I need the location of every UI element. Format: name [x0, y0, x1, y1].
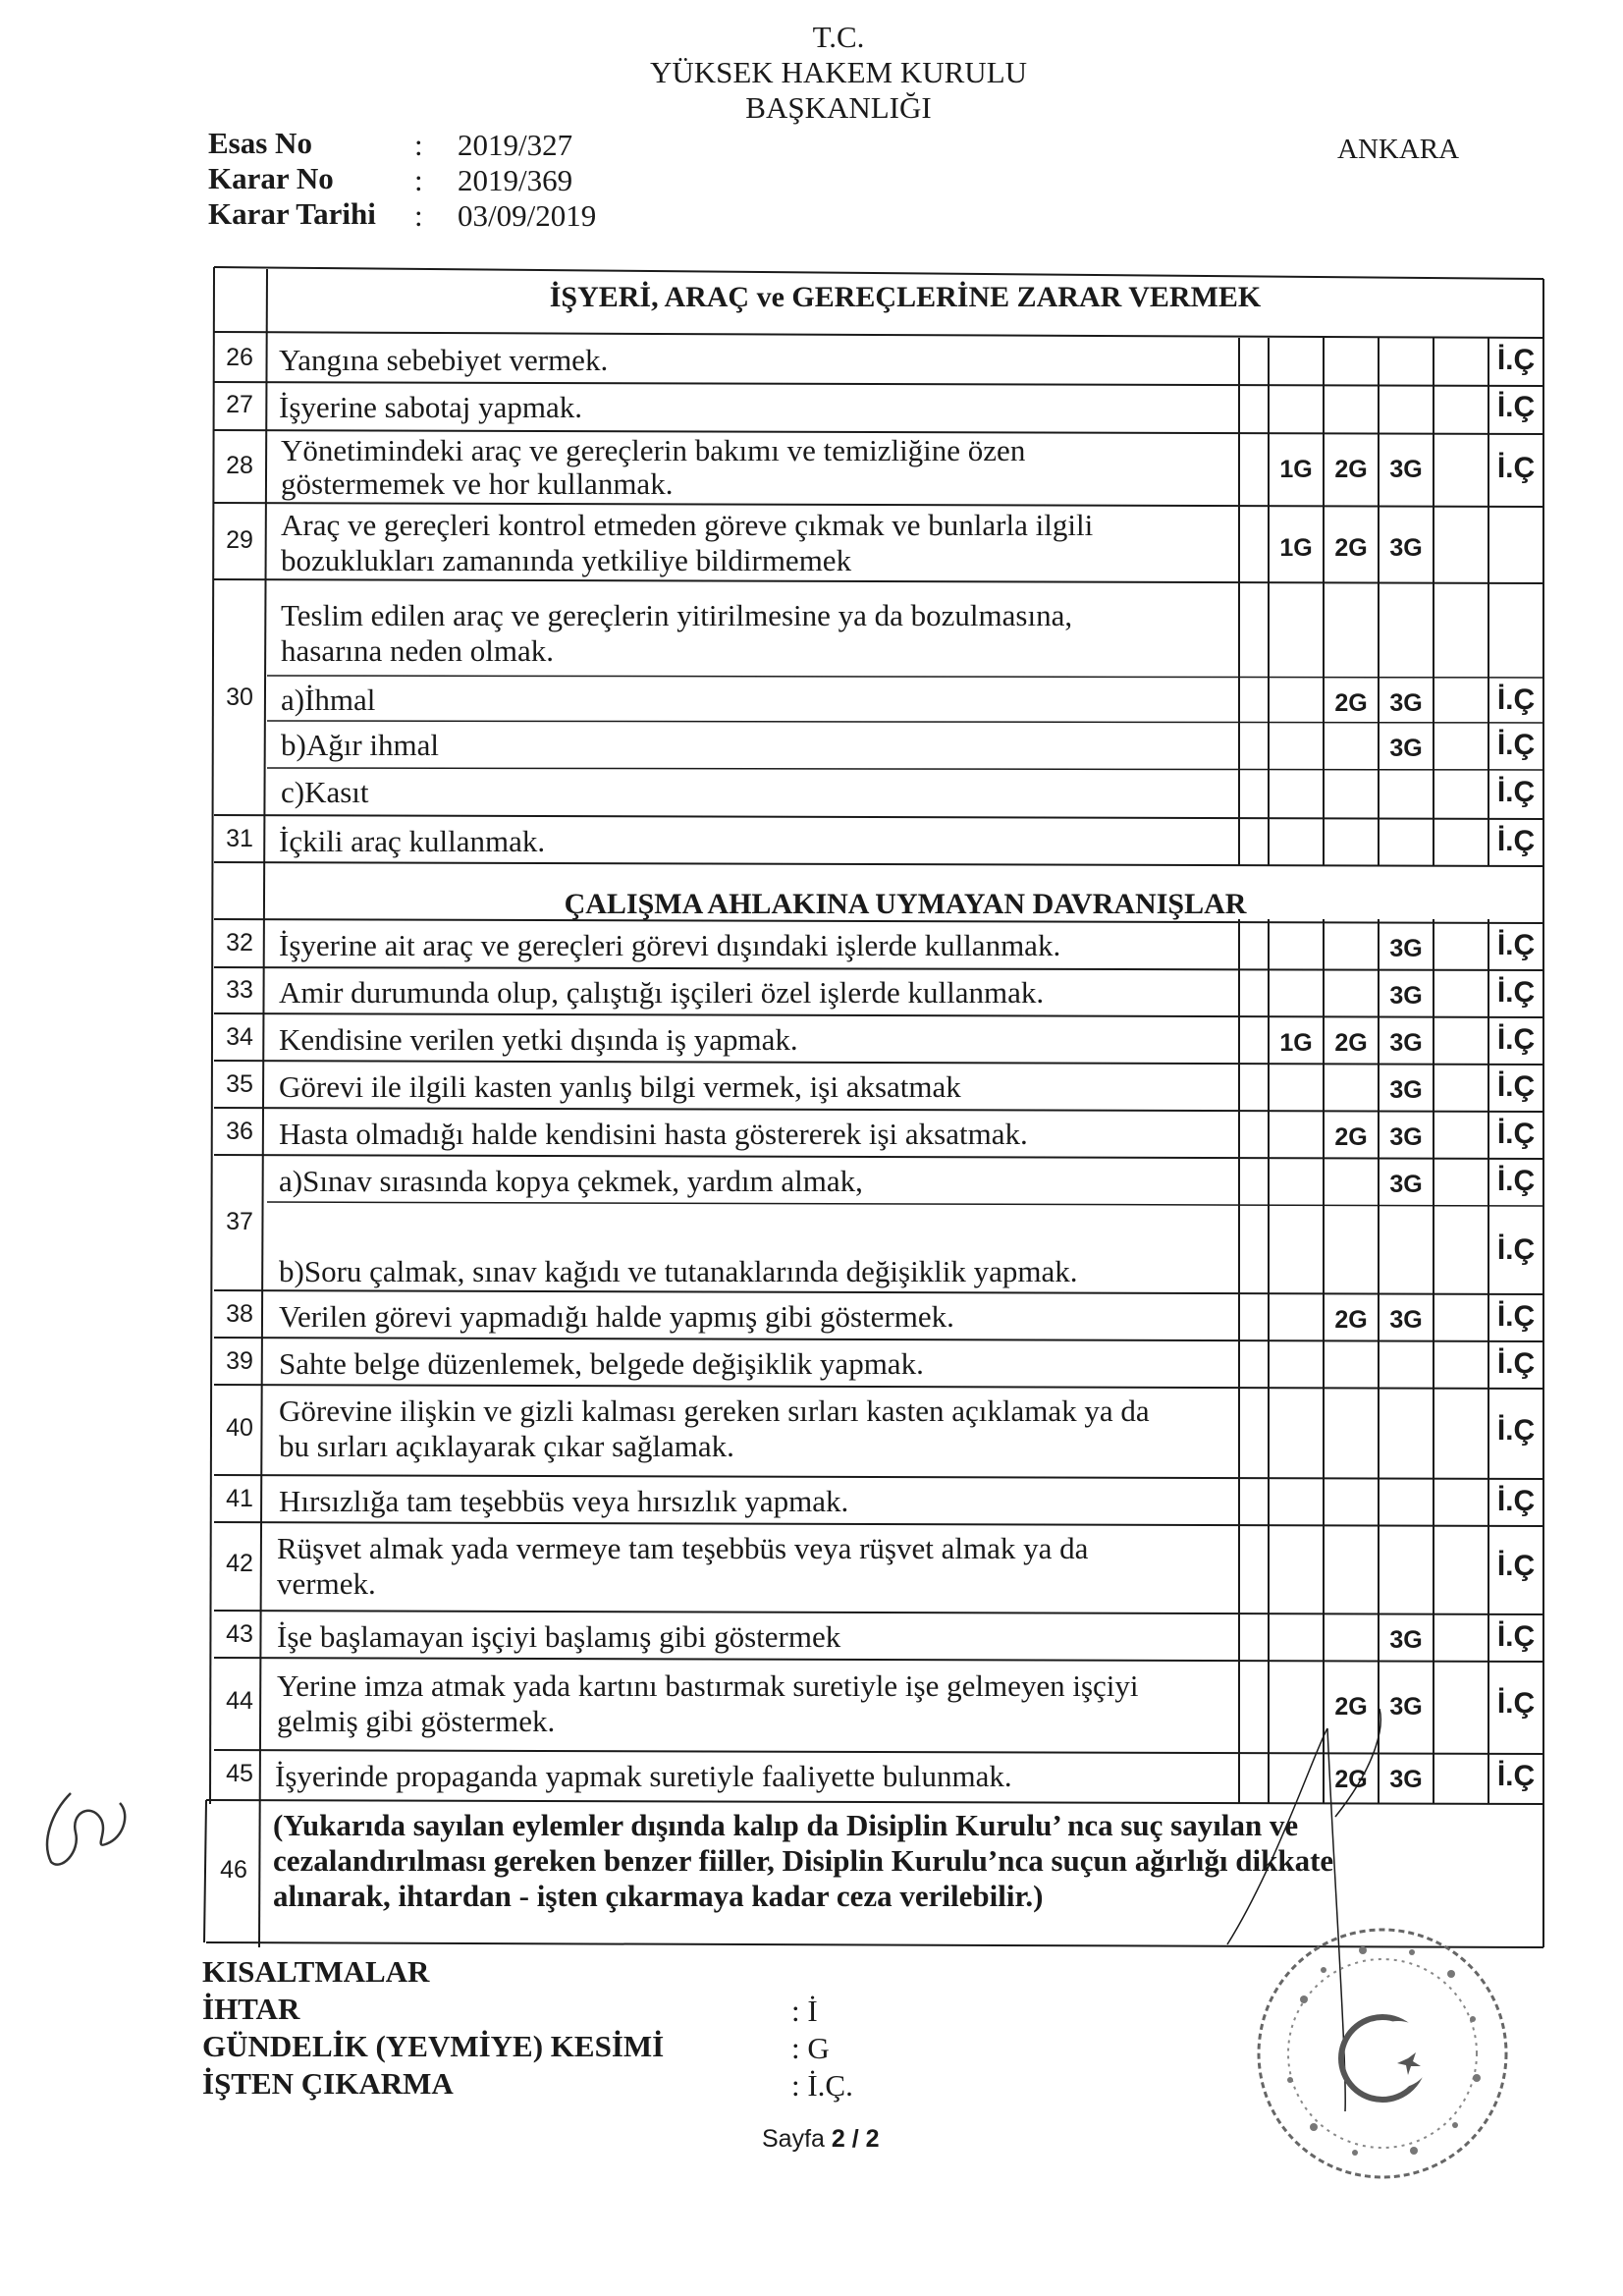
- header-tc: T.C.: [812, 20, 865, 54]
- row-text: İşyerinde propaganda yapmak suretiyle faaliyette bulunmak.: [275, 1759, 1012, 1793]
- row-text-line2: hasarına neden olmak.: [281, 633, 555, 668]
- row-text-line1: Teslim edilen araç ve gereçlerin yitirilmesine ya da bozulmasına,: [281, 598, 1073, 632]
- row-number: 45: [226, 1760, 253, 1787]
- row-number: 43: [226, 1620, 253, 1648]
- row-number: 28: [226, 452, 253, 479]
- row-text-line2: cezalandırılması gereken benzer fiiller, Disiplin Kurulu’nca suçun ağırlığı dikkate: [273, 1843, 1334, 1878]
- penalty-dismissal: İ.Ç: [1496, 776, 1536, 808]
- penalty-dismissal: İ.Ç: [1496, 729, 1536, 761]
- abbrev-value: : İ: [791, 1994, 818, 2028]
- penalty-2g: 2G: [1334, 1029, 1368, 1057]
- row-text-line2: gelmiş gibi göstermek.: [277, 1704, 556, 1738]
- row-text-line2: bu sırları açıklayarak çıkar sağlamak.: [279, 1429, 734, 1463]
- penalty-3g: 3G: [1389, 456, 1423, 483]
- row-number: 40: [226, 1414, 253, 1442]
- penalty-2g: 2G: [1334, 1123, 1368, 1151]
- penalty-dismissal: İ.Ç: [1496, 1118, 1536, 1150]
- penalty-dismissal: İ.Ç: [1496, 1760, 1536, 1792]
- header-presidency: BAŞKANLIĞI: [745, 90, 932, 125]
- header-city: ANKARA: [1337, 134, 1460, 165]
- penalty-1g: 1G: [1279, 534, 1313, 562]
- penalty-3g: 3G: [1389, 1029, 1423, 1057]
- penalty-dismissal: İ.Ç: [1496, 1233, 1536, 1266]
- row-text: Verilen görevi yapmadığı halde yapmış gibi göstermek.: [279, 1299, 954, 1334]
- penalty-2g: 2G: [1334, 689, 1368, 717]
- penalty-3g: 3G: [1389, 935, 1423, 962]
- penalty-dismissal: İ.Ç: [1496, 452, 1536, 484]
- row-number: 37: [226, 1208, 253, 1235]
- karar-label: Karar No: [208, 161, 334, 195]
- row-text-line3: alınarak, ihtardan - işten çıkarmaya kadar ceza verilebilir.): [273, 1879, 1044, 1913]
- penalty-2g: 2G: [1334, 1306, 1368, 1334]
- section-title-ethics: ÇALIŞMA AHLAKINA UYMAYAN DAVRANIŞLAR: [564, 888, 1247, 920]
- esas-colon: :: [414, 128, 423, 162]
- section-title-damage: İŞYERİ, ARAÇ ve GEREÇLERİNE ZARAR VERMEK: [549, 281, 1262, 313]
- penalty-2g: 2G: [1334, 456, 1368, 483]
- row-number: 41: [226, 1485, 253, 1512]
- row-text: İşe başlamayan işçiyi başlamış gibi göstermek: [277, 1619, 841, 1654]
- penalty-2g: 2G: [1334, 1766, 1368, 1793]
- penalty-3g: 3G: [1389, 534, 1423, 562]
- penalty-3g: 3G: [1389, 1123, 1423, 1151]
- row-number: 26: [226, 344, 253, 371]
- penalty-3g: 3G: [1389, 1626, 1423, 1654]
- penalty-dismissal: İ.Ç: [1496, 391, 1536, 423]
- row-subitem-b: b)Soru çalmak, sınav kağıdı ve tutanaklarında değişiklik yapmak.: [279, 1254, 1078, 1288]
- row-number: 46: [220, 1856, 247, 1884]
- row-text: İşyerine ait araç ve gereçleri görevi dışındaki işlerde kullanmak.: [279, 928, 1061, 962]
- penalty-dismissal: İ.Ç: [1496, 1070, 1536, 1103]
- header-institution: YÜKSEK HAKEM KURULU: [649, 55, 1028, 89]
- abbrev-key: İŞTEN ÇIKARMA: [202, 2066, 454, 2101]
- row-number: 36: [226, 1118, 253, 1145]
- row-number: 30: [226, 683, 253, 711]
- row-text: İçkili araç kullanmak.: [279, 824, 546, 858]
- abbrev-value: : İ.Ç.: [791, 2068, 853, 2103]
- penalty-dismissal: İ.Ç: [1496, 683, 1536, 716]
- row-number: 38: [226, 1300, 253, 1328]
- row-number: 44: [226, 1687, 253, 1715]
- penalty-dismissal: İ.Ç: [1496, 1300, 1536, 1333]
- tarih-value: 03/09/2019: [458, 198, 597, 233]
- page-indicator: [762, 2125, 880, 2154]
- row-subitem-b: b)Ağır ihmal: [281, 728, 439, 762]
- row-text: Hırsızlığa tam teşebbüs veya hırsızlık yapmak.: [279, 1484, 849, 1518]
- row-number: 35: [226, 1070, 253, 1098]
- penalty-dismissal: İ.Ç: [1496, 976, 1536, 1009]
- penalty-dismissal: İ.Ç: [1496, 1550, 1536, 1582]
- row-text-line2: vermek.: [277, 1566, 376, 1601]
- row-number: 32: [226, 929, 253, 957]
- page-total: 2: [865, 2125, 880, 2153]
- penalty-3g: 3G: [1389, 1693, 1423, 1721]
- penalty-1g: 1G: [1279, 456, 1313, 483]
- page-current: 2: [831, 2125, 845, 2153]
- penalty-3g: 3G: [1389, 982, 1423, 1010]
- row-number: 33: [226, 976, 253, 1004]
- row-subitem-c: c)Kasıt: [281, 775, 369, 809]
- row-subitem-a: a)İhmal: [281, 683, 376, 717]
- row-text: Görevi ile ilgili kasten yanlış bilgi vermek, işi aksatmak: [279, 1069, 961, 1104]
- penalty-dismissal: İ.Ç: [1496, 1023, 1536, 1056]
- row-text-line1: Görevine ilişkin ve gizli kalması gereken sırları kasten açıklamak ya da: [279, 1394, 1150, 1428]
- penalty-2g: 2G: [1334, 534, 1368, 562]
- row-text-line2: göstermemek ve hor kullanmak.: [281, 466, 674, 501]
- abbrev-key: İHTAR: [202, 1992, 300, 2026]
- tarih-colon: :: [414, 198, 423, 233]
- abbrev-key: GÜNDELİK (YEVMİYE) KESİMİ: [202, 2029, 665, 2063]
- esas-label: Esas No: [208, 126, 312, 160]
- official-seal-stamp: [1245, 1911, 1530, 2196]
- row-number: 42: [226, 1550, 253, 1577]
- row-text: Yangına sebebiyet vermek.: [279, 343, 609, 377]
- penalty-dismissal: İ.Ç: [1496, 1620, 1536, 1653]
- penalty-3g: 3G: [1389, 689, 1423, 717]
- penalty-3g: 3G: [1389, 1766, 1423, 1793]
- karar-value: 2019/369: [458, 163, 573, 197]
- row-text: Hasta olmadığı halde kendisini hasta göstererek işi aksatmak.: [279, 1117, 1028, 1151]
- penalty-dismissal: İ.Ç: [1496, 929, 1536, 961]
- penalty-dismissal: İ.Ç: [1496, 1165, 1536, 1197]
- karar-colon: :: [414, 163, 423, 197]
- row-number: 29: [226, 526, 253, 554]
- row-number: 39: [226, 1347, 253, 1375]
- row-subitem-a: a)Sınav sırasında kopya çekmek, yardım almak,: [279, 1164, 863, 1198]
- penalty-dismissal: İ.Ç: [1496, 825, 1536, 857]
- row-number: 34: [226, 1023, 253, 1051]
- row-text: Amir durumunda olup, çalıştığı işçileri özel işlerde kullanmak.: [279, 975, 1045, 1010]
- penalty-3g: 3G: [1389, 1171, 1423, 1198]
- abbrev-value: : G: [791, 2031, 830, 2065]
- row-text-line1: Yerine imza atmak yada kartını bastırmak suretiyle işe gelmeyen işçiyi: [277, 1668, 1139, 1703]
- penalty-dismissal: İ.Ç: [1496, 1485, 1536, 1517]
- penalty-dismissal: İ.Ç: [1496, 1414, 1536, 1447]
- penalty-2g: 2G: [1334, 1693, 1368, 1721]
- row-text-line1: (Yukarıda sayılan eylemler dışında kalıp da Disiplin Kurulu’ nca suç sayılan ve: [273, 1808, 1299, 1842]
- penalty-3g: 3G: [1389, 1076, 1423, 1104]
- handwritten-initials-mark: [31, 1774, 139, 1882]
- penalty-dismissal: İ.Ç: [1496, 344, 1536, 376]
- row-text-line1: Rüşvet almak yada vermeye tam teşebbüs veya rüşvet almak ya da: [277, 1531, 1089, 1565]
- tarih-label: Karar Tarihi: [208, 196, 376, 231]
- penalty-dismissal: İ.Ç: [1496, 1347, 1536, 1380]
- esas-value: 2019/327: [458, 128, 573, 162]
- row-text-line1: Araç ve gereçleri kontrol etmeden göreve çıkmak ve bunlarla ilgili: [281, 508, 1094, 542]
- page-separator: /: [844, 2125, 866, 2153]
- row-text-line2: bozuklukları zamanında yetkiliye bildirmemek: [281, 543, 852, 577]
- penalty-1g: 1G: [1279, 1029, 1313, 1057]
- row-number: 27: [226, 391, 253, 418]
- row-text-line1: Yönetimindeki araç ve gereçlerin bakımı ve temizliğine özen: [281, 433, 1026, 467]
- row-text: Kendisine verilen yetki dışında iş yapmak.: [279, 1022, 798, 1057]
- row-text: Sahte belge düzenlemek, belgede değişiklik yapmak.: [279, 1346, 924, 1381]
- penalty-3g: 3G: [1389, 1306, 1423, 1334]
- page-label: Sayfa: [762, 2125, 825, 2153]
- penalty-3g: 3G: [1389, 735, 1423, 762]
- abbrev-title: KISALTMALAR: [202, 1954, 430, 1989]
- penalty-dismissal: İ.Ç: [1496, 1687, 1536, 1720]
- row-text: İşyerine sabotaj yapmak.: [279, 390, 583, 424]
- row-number: 31: [226, 825, 253, 852]
